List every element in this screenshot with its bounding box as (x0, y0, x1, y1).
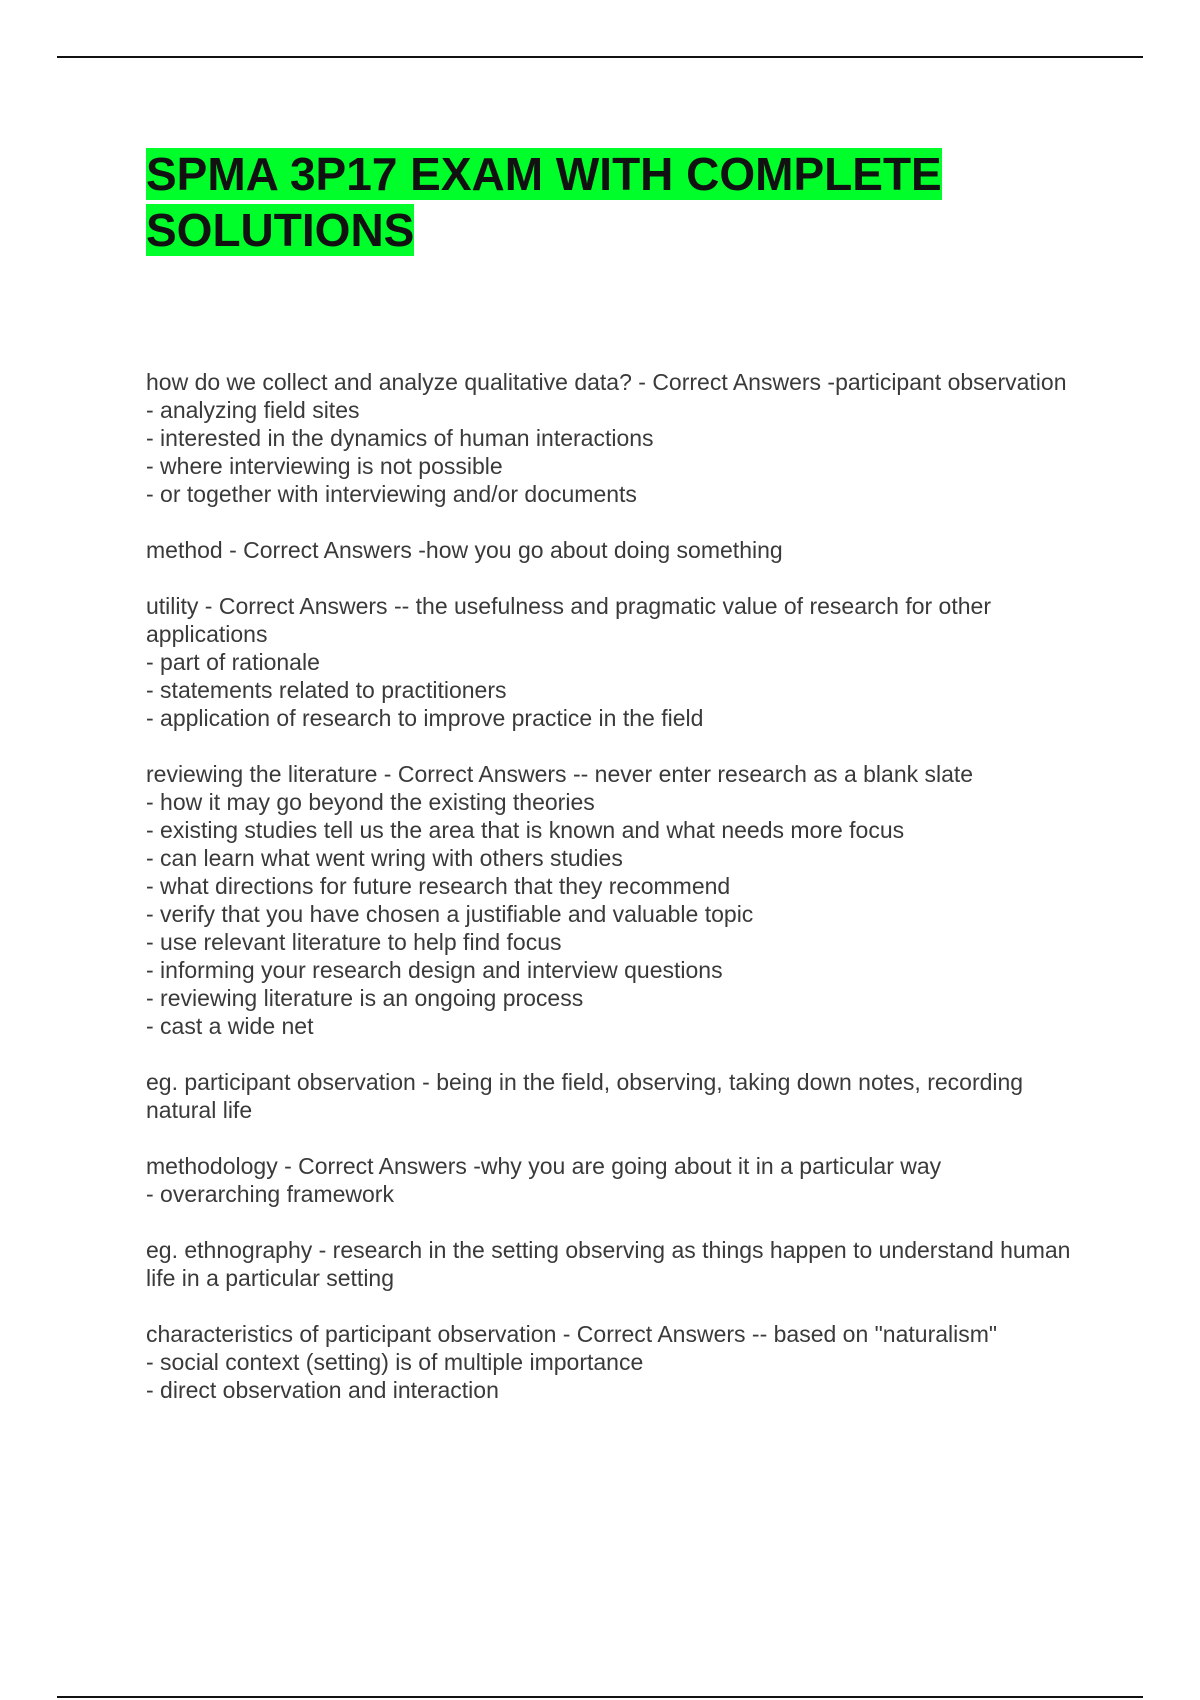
entry-line: - what directions for future research that they recommend (146, 873, 731, 899)
entry-line: method - Correct Answers -how you go about doing something (146, 537, 783, 563)
entry-line: - can learn what went wring with others studies (146, 845, 623, 871)
entry-line: - direct observation and interaction (146, 1377, 499, 1403)
entry-line: - part of rationale (146, 649, 320, 675)
entry-line: - overarching framework (146, 1181, 394, 1207)
entry-line: - statements related to practitioners (146, 677, 507, 703)
entry-line: - how it may go beyond the existing theories (146, 789, 595, 815)
qa-entry (146, 1320, 1086, 1404)
entry-line: - application of research to improve practice in the field (146, 705, 704, 731)
entry-line: - verify that you have chosen a justifiable and valuable topic (146, 901, 754, 927)
entry-line: - where interviewing is not possible (146, 453, 503, 479)
entry-line: - existing studies tell us the area that is known and what needs more focus (146, 817, 905, 843)
entry-line: - interested in the dynamics of human interactions (146, 425, 654, 451)
entry-line: characteristics of participant observation - Correct Answers -- based on "naturalism" (146, 1321, 998, 1347)
bottom-divider (57, 1696, 1143, 1698)
entry-line: - analyzing field sites (146, 397, 360, 423)
entry-line: reviewing the literature - Correct Answers -- never enter research as a blank slate (146, 761, 974, 787)
entry-line: - social context (setting) is of multiple importance (146, 1349, 644, 1375)
title-highlight: SPMA 3P17 EXAM WITH COMPLETE SOLUTIONS (146, 148, 942, 256)
qa-entry (146, 1236, 1086, 1292)
entry-line: eg. participant observation - being in the field, observing, taking down notes, recording natural life (146, 1069, 1030, 1123)
entry-line: - reviewing literature is an ongoing process (146, 985, 584, 1011)
entry-line: eg. ethnography - research in the setting observing as things happen to understand human life in a particular setting (146, 1237, 1077, 1291)
qa-entry (146, 536, 1086, 564)
entry-line: - or together with interviewing and/or documents (146, 481, 637, 507)
qa-entry (146, 760, 1086, 1040)
document-body (146, 368, 1086, 1432)
page-title (146, 146, 1046, 258)
qa-entry (146, 1152, 1086, 1208)
qa-entry (146, 1068, 1086, 1124)
qa-entry (146, 592, 1086, 732)
entry-line: - cast a wide net (146, 1013, 314, 1039)
entry-line: - use relevant literature to help find focus (146, 929, 562, 955)
entry-line: utility - Correct Answers -- the usefulness and pragmatic value of research for other applications (146, 593, 998, 647)
qa-entry (146, 368, 1086, 508)
entry-line: - informing your research design and interview questions (146, 957, 723, 983)
top-divider (57, 56, 1143, 58)
entry-line: how do we collect and analyze qualitative data? - Correct Answers -participant observation (146, 369, 1067, 395)
entry-line: methodology - Correct Answers -why you are going about it in a particular way (146, 1153, 942, 1179)
